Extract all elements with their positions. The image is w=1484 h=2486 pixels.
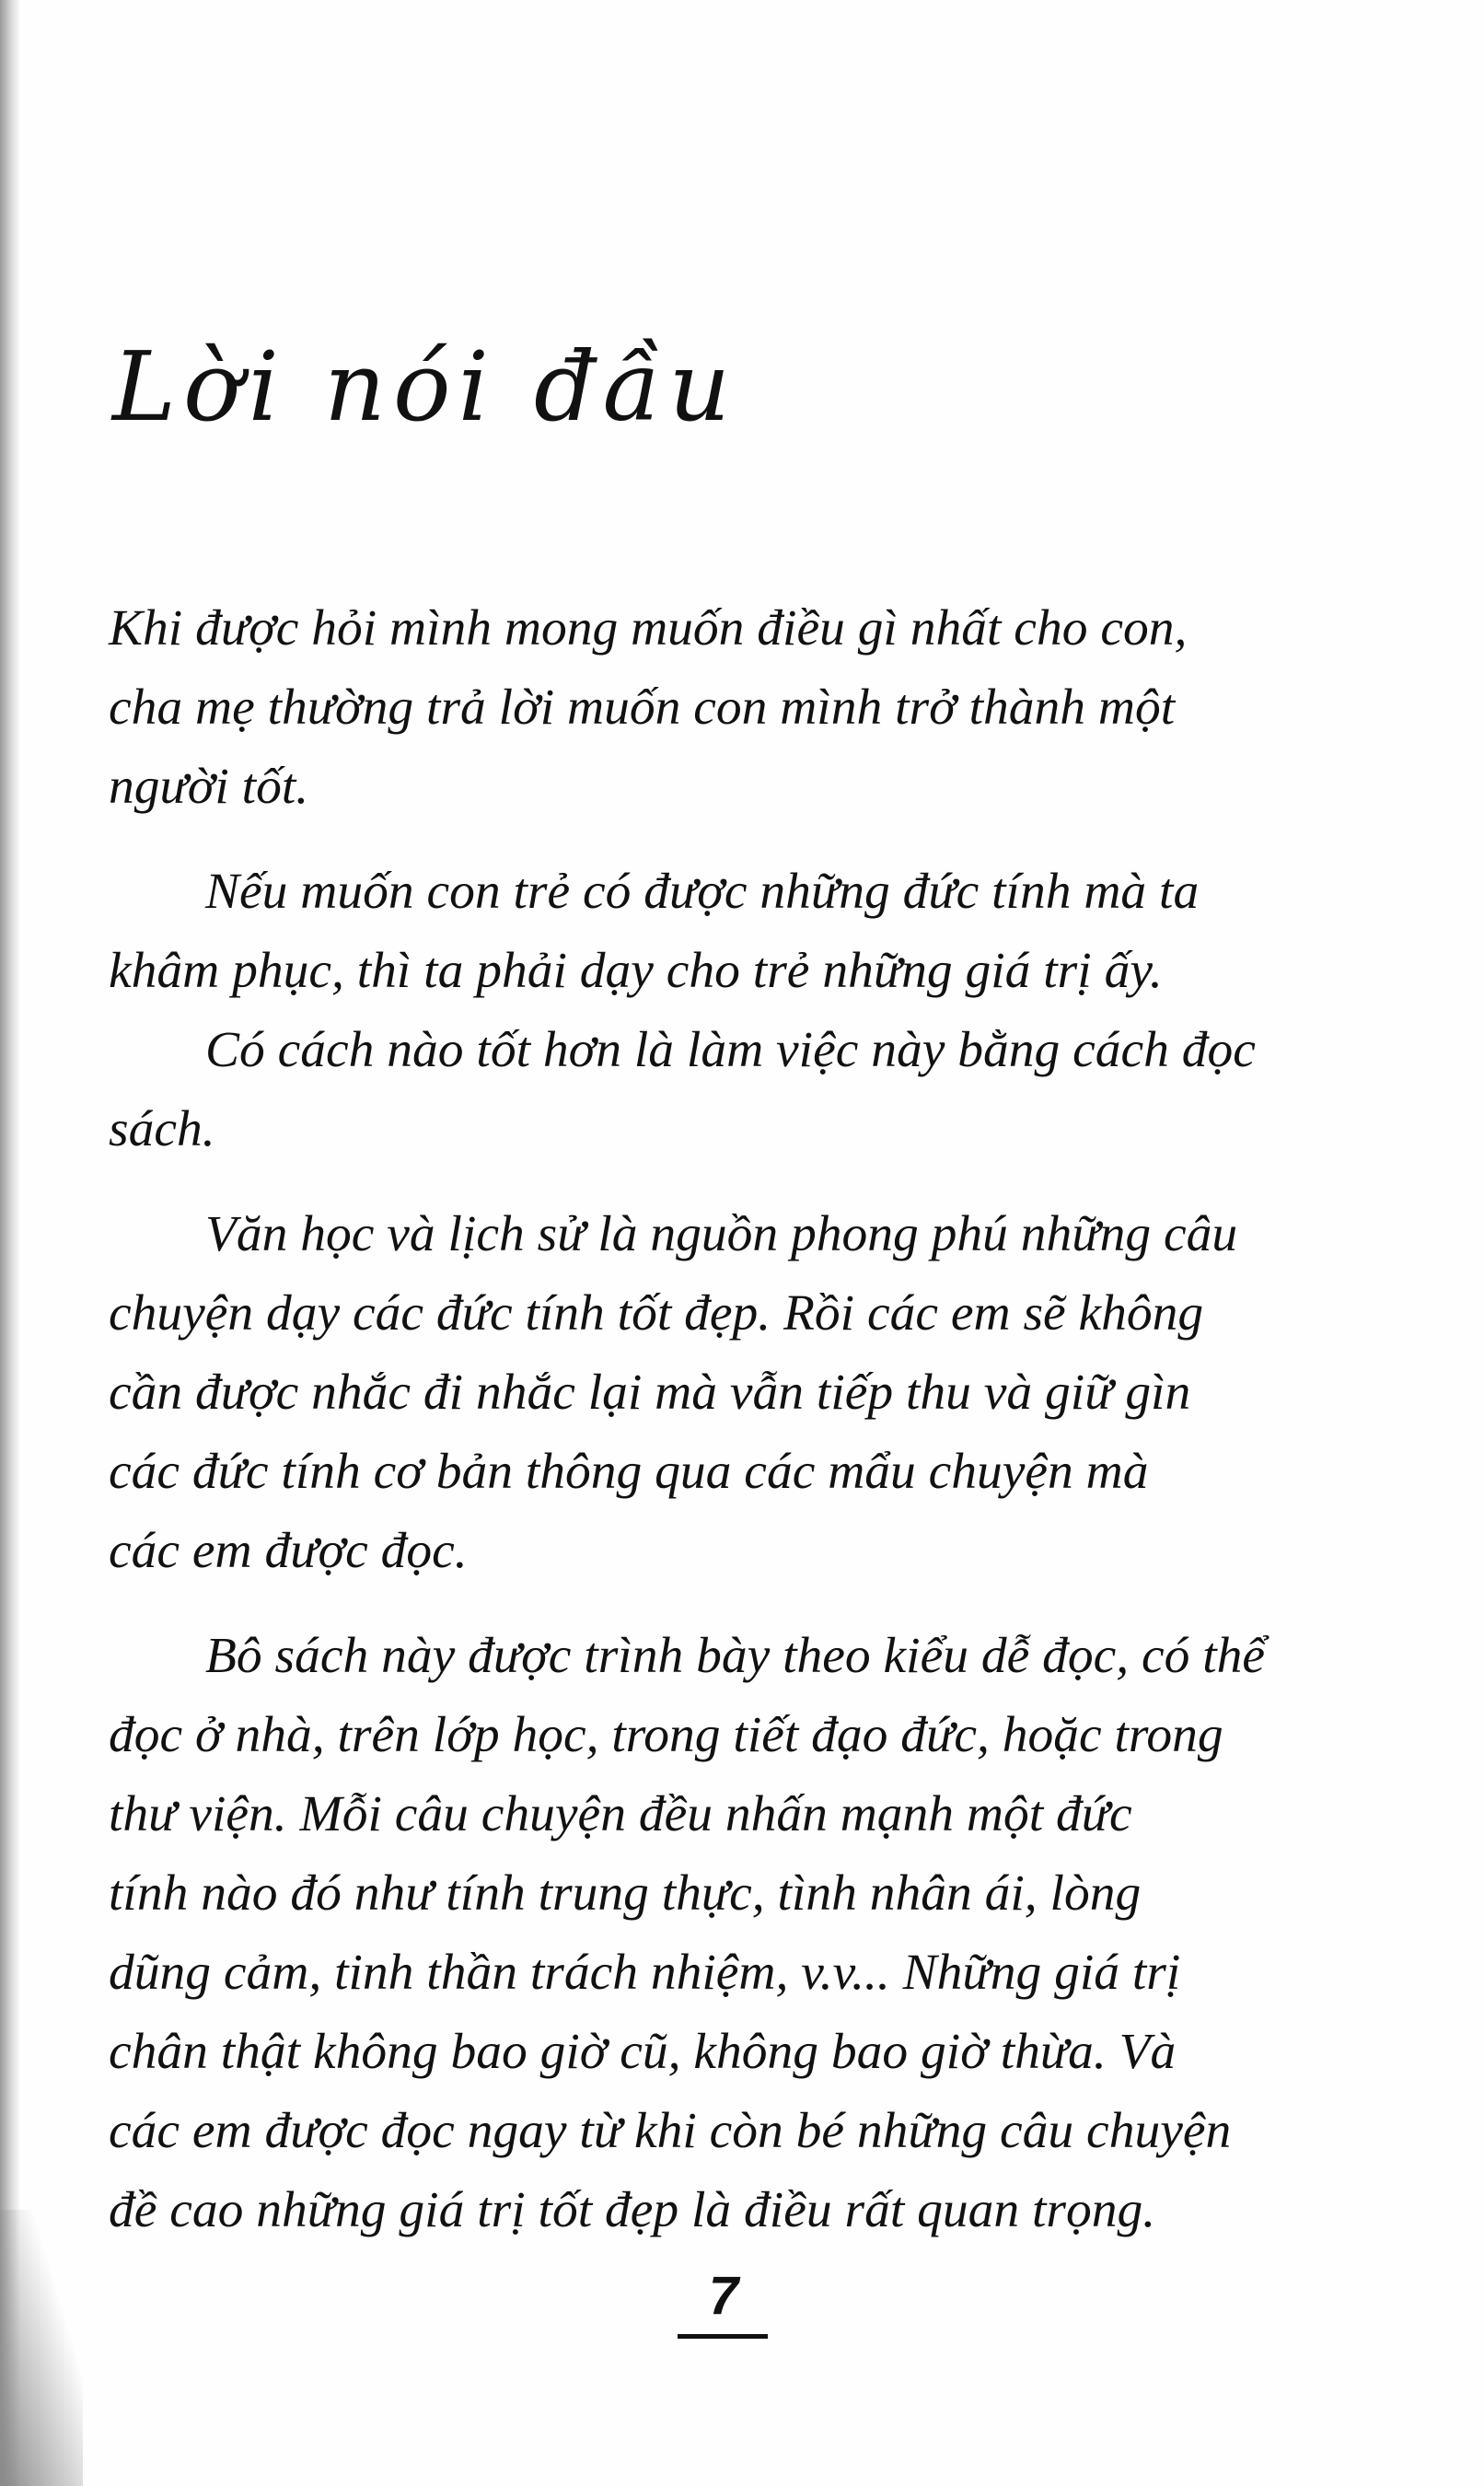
- text-line: Văn học và lịch sử là nguồn phong phú những câu: [205, 1206, 1238, 1262]
- page-number: 7: [708, 2266, 739, 2326]
- text-line: các đức tính cơ bản thông qua các mẩu chuyện mà: [109, 1444, 1149, 1500]
- text-line: đọc ở nhà, trên lớp học, trong tiết đạo đức, hoặc trong: [109, 1707, 1223, 1763]
- paragraph: [109, 853, 1361, 1169]
- text-line: đề cao những giá trị tốt đẹp là điều rất quan trọng.: [109, 2182, 1156, 2238]
- text-line: Bô sách này được trình bày theo kiểu dễ đọc, có thể: [205, 1628, 1266, 1684]
- text-line: Khi được hỏi mình mong muốn điều gì nhất cho con,: [109, 600, 1188, 656]
- body-text: [109, 589, 1361, 2276]
- page-number-underline: [678, 2334, 768, 2339]
- page-title: Lời nói đầu: [112, 331, 738, 443]
- text-line: sách.: [109, 1101, 215, 1157]
- text-line: Có cách nào tốt hơn là làm việc này bằng cách đọc: [205, 1022, 1256, 1078]
- text-line: các em được đọc.: [109, 1523, 468, 1579]
- text-line: tính nào đó như tính trung thực, tình nhân ái, lòng: [109, 1865, 1142, 1922]
- paragraph: [109, 1617, 1361, 2250]
- text-line: cha mẹ thường trả lời muốn con mình trở thành một: [109, 680, 1176, 736]
- text-line: dũng cảm, tinh thần trách nhiệm, v.v... Những giá trị: [109, 1945, 1181, 2001]
- text-line: cần được nhắc đi nhắc lại mà vẫn tiếp thu và giữ gìn: [109, 1365, 1191, 1421]
- text-line: chân thật không bao giờ cũ, không bao giờ thừa. Và: [109, 2024, 1177, 2080]
- page-edge-shadow: [0, 0, 20, 2486]
- paragraph: [109, 589, 1361, 827]
- text-line: người tốt.: [109, 759, 309, 815]
- text-line: thư viện. Mỗi câu chuyện đều nhấn mạnh một đức: [109, 1786, 1132, 1842]
- page-corner-shadow: [0, 2210, 83, 2486]
- text-line: chuyện dạy các đức tính tốt đẹp. Rồi các em sẽ không: [109, 1285, 1204, 1342]
- text-line: Nếu muốn con trẻ có được những đức tính mà ta: [205, 864, 1200, 920]
- text-line: các em được đọc ngay từ khi còn bé những câu chuyện: [109, 2103, 1232, 2159]
- text-line: khâm phục, thì ta phải dạy cho trẻ những giá trị ấy.: [109, 943, 1163, 999]
- paragraph: [109, 1195, 1361, 1591]
